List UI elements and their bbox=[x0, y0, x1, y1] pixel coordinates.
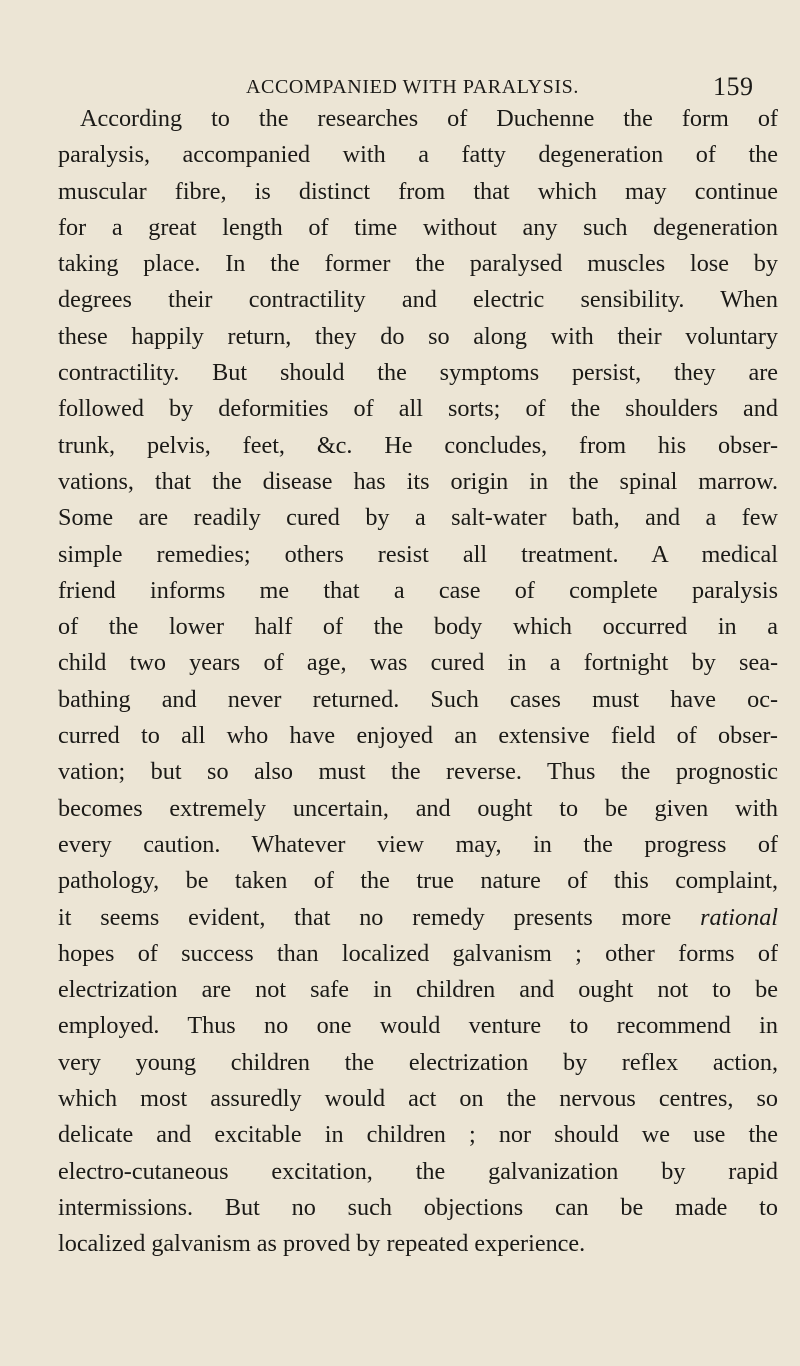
text-line: friend informs me that a case of complete paralysis bbox=[58, 576, 778, 604]
text-line: localized galvanism as proved by repeated experience. bbox=[58, 1230, 586, 1258]
text-line: muscular fibre, is distinct from that which may continue bbox=[58, 177, 778, 205]
text-line: paralysis, accompanied with a fatty degeneration of the bbox=[58, 141, 778, 169]
text-line: trunk, pelvis, feet, &c. He concludes, from his obser- bbox=[58, 431, 778, 459]
text-line: vation; but so also must the reverse. Thus the prognostic bbox=[58, 758, 778, 786]
text-line: taking place. In the former the paralysed muscles lose by bbox=[58, 250, 778, 278]
text-line: employed. Thus no one would venture to recommend in bbox=[58, 1012, 778, 1040]
text-line: every caution. Whatever view may, in the progress of bbox=[58, 830, 778, 858]
text-line: pathology, be taken of the true nature of this complaint, bbox=[58, 867, 778, 895]
text-line: intermissions. But no such objections can be made to bbox=[58, 1193, 778, 1221]
text-line: electrization are not safe in children and ought not to be bbox=[58, 976, 778, 1004]
text-line: followed by deformities of all sorts; of the shoulders and bbox=[58, 395, 778, 423]
text-line: which most assuredly would act on the nervous centres, so bbox=[58, 1085, 778, 1113]
text-line: Some are readily cured by a salt-water bath, and a few bbox=[58, 504, 778, 532]
running-head: ACCOMPANIED WITH PARALYSIS. bbox=[246, 76, 579, 98]
text-line: degrees their contractility and electric sensibility. When bbox=[58, 286, 778, 314]
text-line: According to the researches of Duchenne the form of bbox=[80, 105, 778, 132]
text-line: becomes extremely uncertain, and ought to be given with bbox=[58, 794, 778, 822]
text-line: electro-cutaneous excitation, the galvanization by rapid bbox=[58, 1157, 778, 1185]
text-line: curred to all who have enjoyed an extensive field of obser- bbox=[58, 722, 778, 750]
body-paragraph bbox=[58, 101, 778, 1263]
text-line: delicate and excitable in children ; nor should we use the bbox=[58, 1121, 778, 1149]
text-line: simple remedies; others resist all treatment. A medical bbox=[58, 540, 778, 568]
emphasis-word: rational bbox=[700, 903, 778, 931]
text-line: very young children the electrization by reflex action, bbox=[58, 1048, 778, 1076]
page-number: 159 bbox=[713, 72, 754, 101]
text-line: vations, that the disease has its origin in the spinal marrow. bbox=[58, 467, 778, 495]
text-line: for a great length of time without any such degeneration bbox=[58, 213, 778, 241]
text-line: of the lower half of the body which occurred in a bbox=[58, 613, 778, 641]
text-line: child two years of age, was cured in a fortnight by sea- bbox=[58, 649, 778, 677]
line-text-before-emphasis: it seems evident, that no remedy presents more bbox=[58, 903, 672, 931]
text-line: contractility. But should the symptoms persist, they are bbox=[58, 359, 778, 387]
text-line: these happily return, they do so along with their voluntary bbox=[58, 322, 778, 350]
text-line: hopes of success than localized galvanism ; other forms of bbox=[58, 939, 778, 967]
text-line: bathing and never returned. Such cases must have oc- bbox=[58, 685, 778, 713]
text-line-with-emphasis bbox=[58, 900, 778, 936]
